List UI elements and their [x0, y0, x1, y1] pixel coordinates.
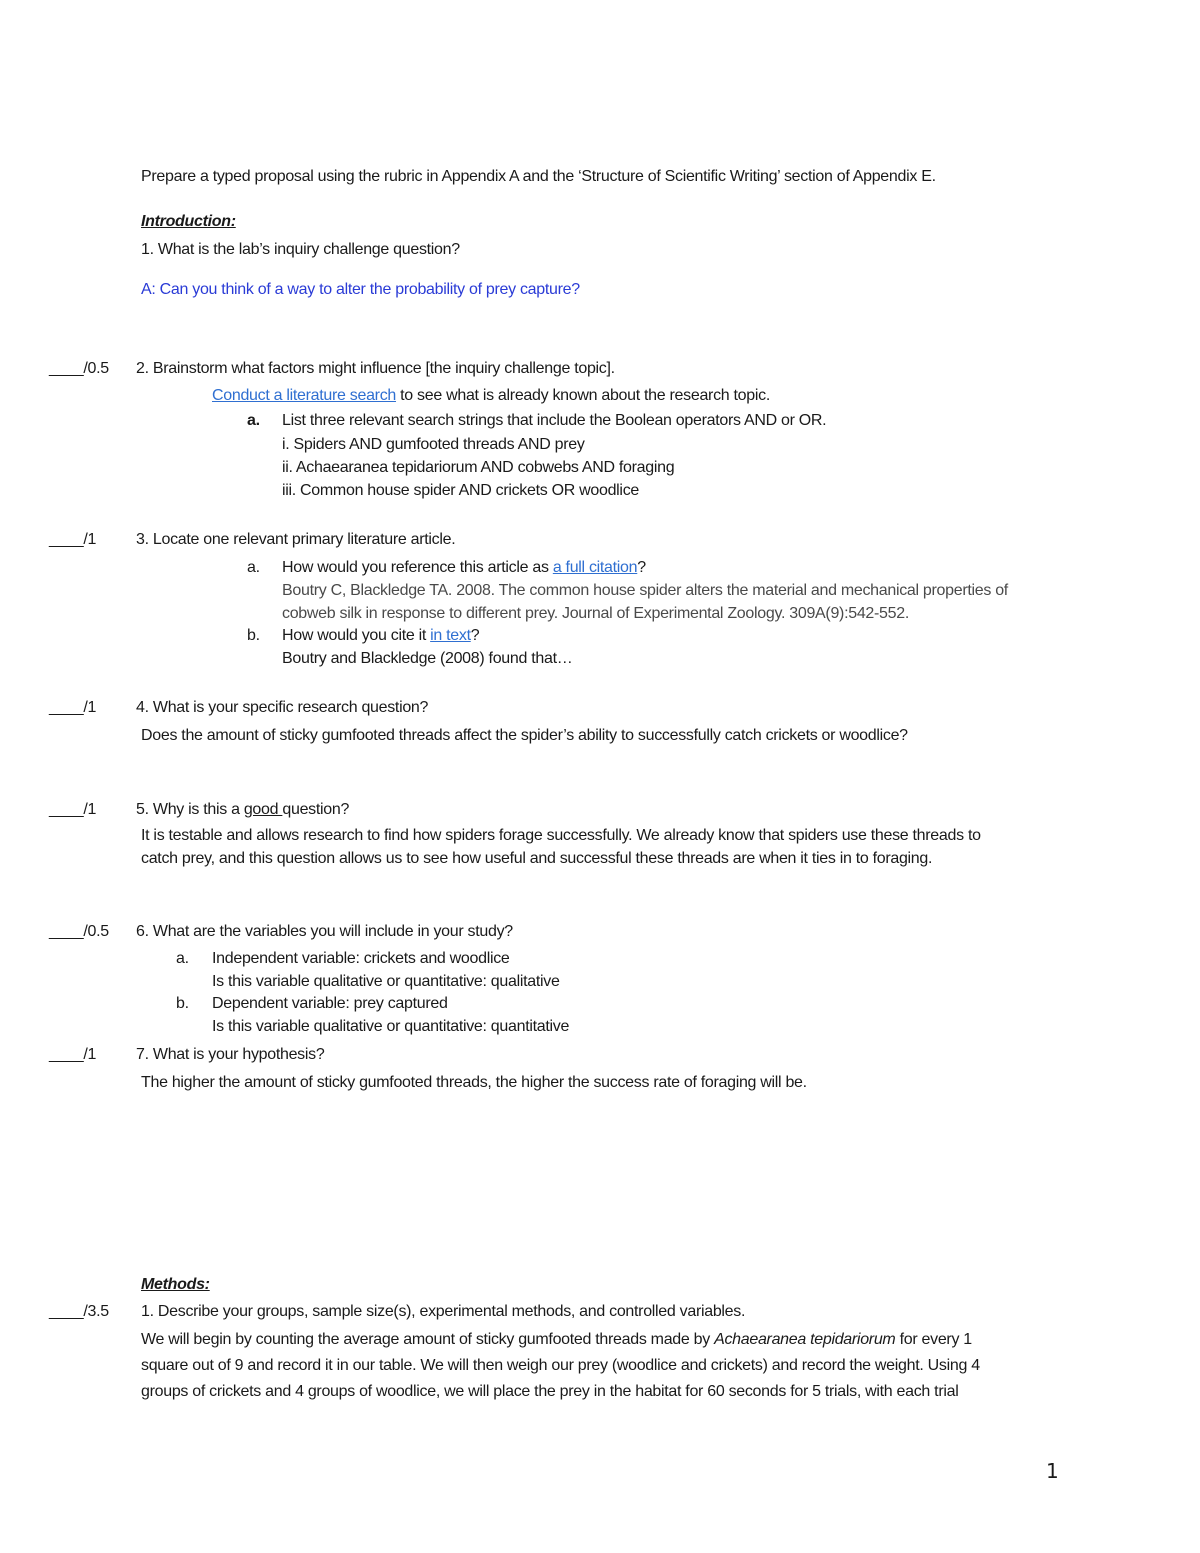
question-2: 2. Brainstorm what factors might influence [the inquiry challenge topic]. [136, 360, 615, 377]
question-5-underlined: good [243, 801, 283, 818]
methods-answer-line-3: groups of crickets and 4 groups of woodlice, we will place the prey in the habitat for 60 seconds for 5 trials, with each trial [141, 1383, 959, 1400]
score-blank[interactable]: ____/3.5 [49, 1303, 109, 1320]
literature-search-line [212, 386, 770, 406]
search-string-2: ii. Achaearanea tepidariorum AND cobwebs AND foraging [282, 459, 675, 476]
question-5-answer-line-2: catch prey, and this question allows us to see how useful and successful these threads are when it ties in to foraging. [141, 850, 933, 867]
list-marker: b. [247, 627, 260, 644]
hypothesis-answer: The higher the amount of sticky gumfooted threads, the higher the success rate of foraging will be. [141, 1074, 807, 1091]
intro-prompt: Prepare a typed proposal using the rubric in Appendix A and the ‘Structure of Scientific Writing’ section of Appendix E. [141, 168, 936, 185]
question-2a: List three relevant search strings that include the Boolean operators AND or OR. [282, 412, 827, 429]
score-blank[interactable]: ____/0.5 [49, 360, 109, 377]
methods-answer-line-1 [141, 1330, 972, 1350]
question-5-pre: 5. Why is this a [136, 801, 244, 818]
methods-question-1: 1. Describe your groups, sample size(s), experimental methods, and controlled variables. [141, 1303, 746, 1320]
methods-answer-pre: We will begin by counting the average amount of sticky gumfooted threads made by [141, 1331, 715, 1348]
score-blank[interactable]: ____/1 [49, 1046, 97, 1063]
page-number: 1 [1046, 1459, 1059, 1483]
question-3b [282, 626, 479, 646]
citation-line-2: cobweb silk in response to different prey. Journal of Experimental Zoology. 309A(9):542-552. [282, 605, 909, 622]
introduction-heading: Introduction: [141, 213, 236, 230]
question-1: 1. What is the lab’s inquiry challenge question? [141, 241, 460, 258]
question-3: 3. Locate one relevant primary literature article. [136, 531, 456, 548]
search-string-3: iii. Common house spider AND crickets OR woodlice [282, 482, 639, 499]
question-3a-post: ? [637, 559, 646, 576]
question-5 [136, 800, 349, 820]
list-marker: a. [176, 950, 189, 967]
in-text-link[interactable]: in text [430, 627, 471, 644]
literature-search-link[interactable]: Conduct a literature search [212, 387, 397, 404]
search-string-1: i. Spiders AND gumfooted threads AND prey [282, 436, 585, 453]
list-marker: a. [247, 559, 260, 576]
dependent-variable: Dependent variable: prey captured [212, 995, 448, 1012]
question-3a-pre: How would you reference this article as [282, 559, 553, 576]
dependent-variable-type: Is this variable qualitative or quantitative: quantitative [212, 1018, 570, 1035]
list-marker: a. [247, 412, 260, 429]
question-3a [282, 558, 646, 578]
in-text-citation: Boutry and Blackledge (2008) found that… [282, 650, 573, 667]
species-name: Achaearanea tepidariorum [714, 1331, 896, 1348]
question-5-answer-line-1: It is testable and allows research to find how spiders forage successfully. We already know that spiders use these threads to [141, 827, 981, 844]
question-1-answer: A: Can you think of a way to alter the probability of prey capture? [141, 281, 580, 298]
full-citation-link[interactable]: a full citation [552, 559, 638, 576]
question-6: 6. What are the variables you will include in your study? [136, 923, 513, 940]
methods-answer-post: for every 1 [895, 1331, 972, 1348]
score-blank[interactable]: ____/1 [49, 801, 97, 818]
question-4: 4. What is your specific research question? [136, 699, 429, 716]
score-blank[interactable]: ____/1 [49, 531, 97, 548]
score-blank[interactable]: ____/1 [49, 699, 97, 716]
citation-line-1: Boutry C, Blackledge TA. 2008. The common house spider alters the material and mechanical properties of [282, 582, 1008, 599]
independent-variable: Independent variable: crickets and woodlice [212, 950, 510, 967]
literature-search-rest: to see what is already known about the research topic. [396, 387, 770, 404]
question-3b-post: ? [470, 627, 480, 644]
question-7: 7. What is your hypothesis? [136, 1046, 325, 1063]
methods-heading: Methods: [141, 1276, 210, 1293]
question-5-post: question? [282, 801, 350, 818]
question-3b-pre: How would you cite it [282, 627, 431, 644]
independent-variable-type: Is this variable qualitative or quantitative: qualitative [212, 973, 560, 990]
methods-answer-line-2: square out of 9 and record it in our table. We will then weigh our prey (woodlice and crickets) and record the weight. Using 4 [141, 1357, 980, 1374]
question-4-answer: Does the amount of sticky gumfooted threads affect the spider’s ability to successfully catch crickets or woodlice? [141, 727, 908, 744]
score-blank[interactable]: ____/0.5 [49, 923, 109, 940]
list-marker: b. [176, 995, 189, 1012]
